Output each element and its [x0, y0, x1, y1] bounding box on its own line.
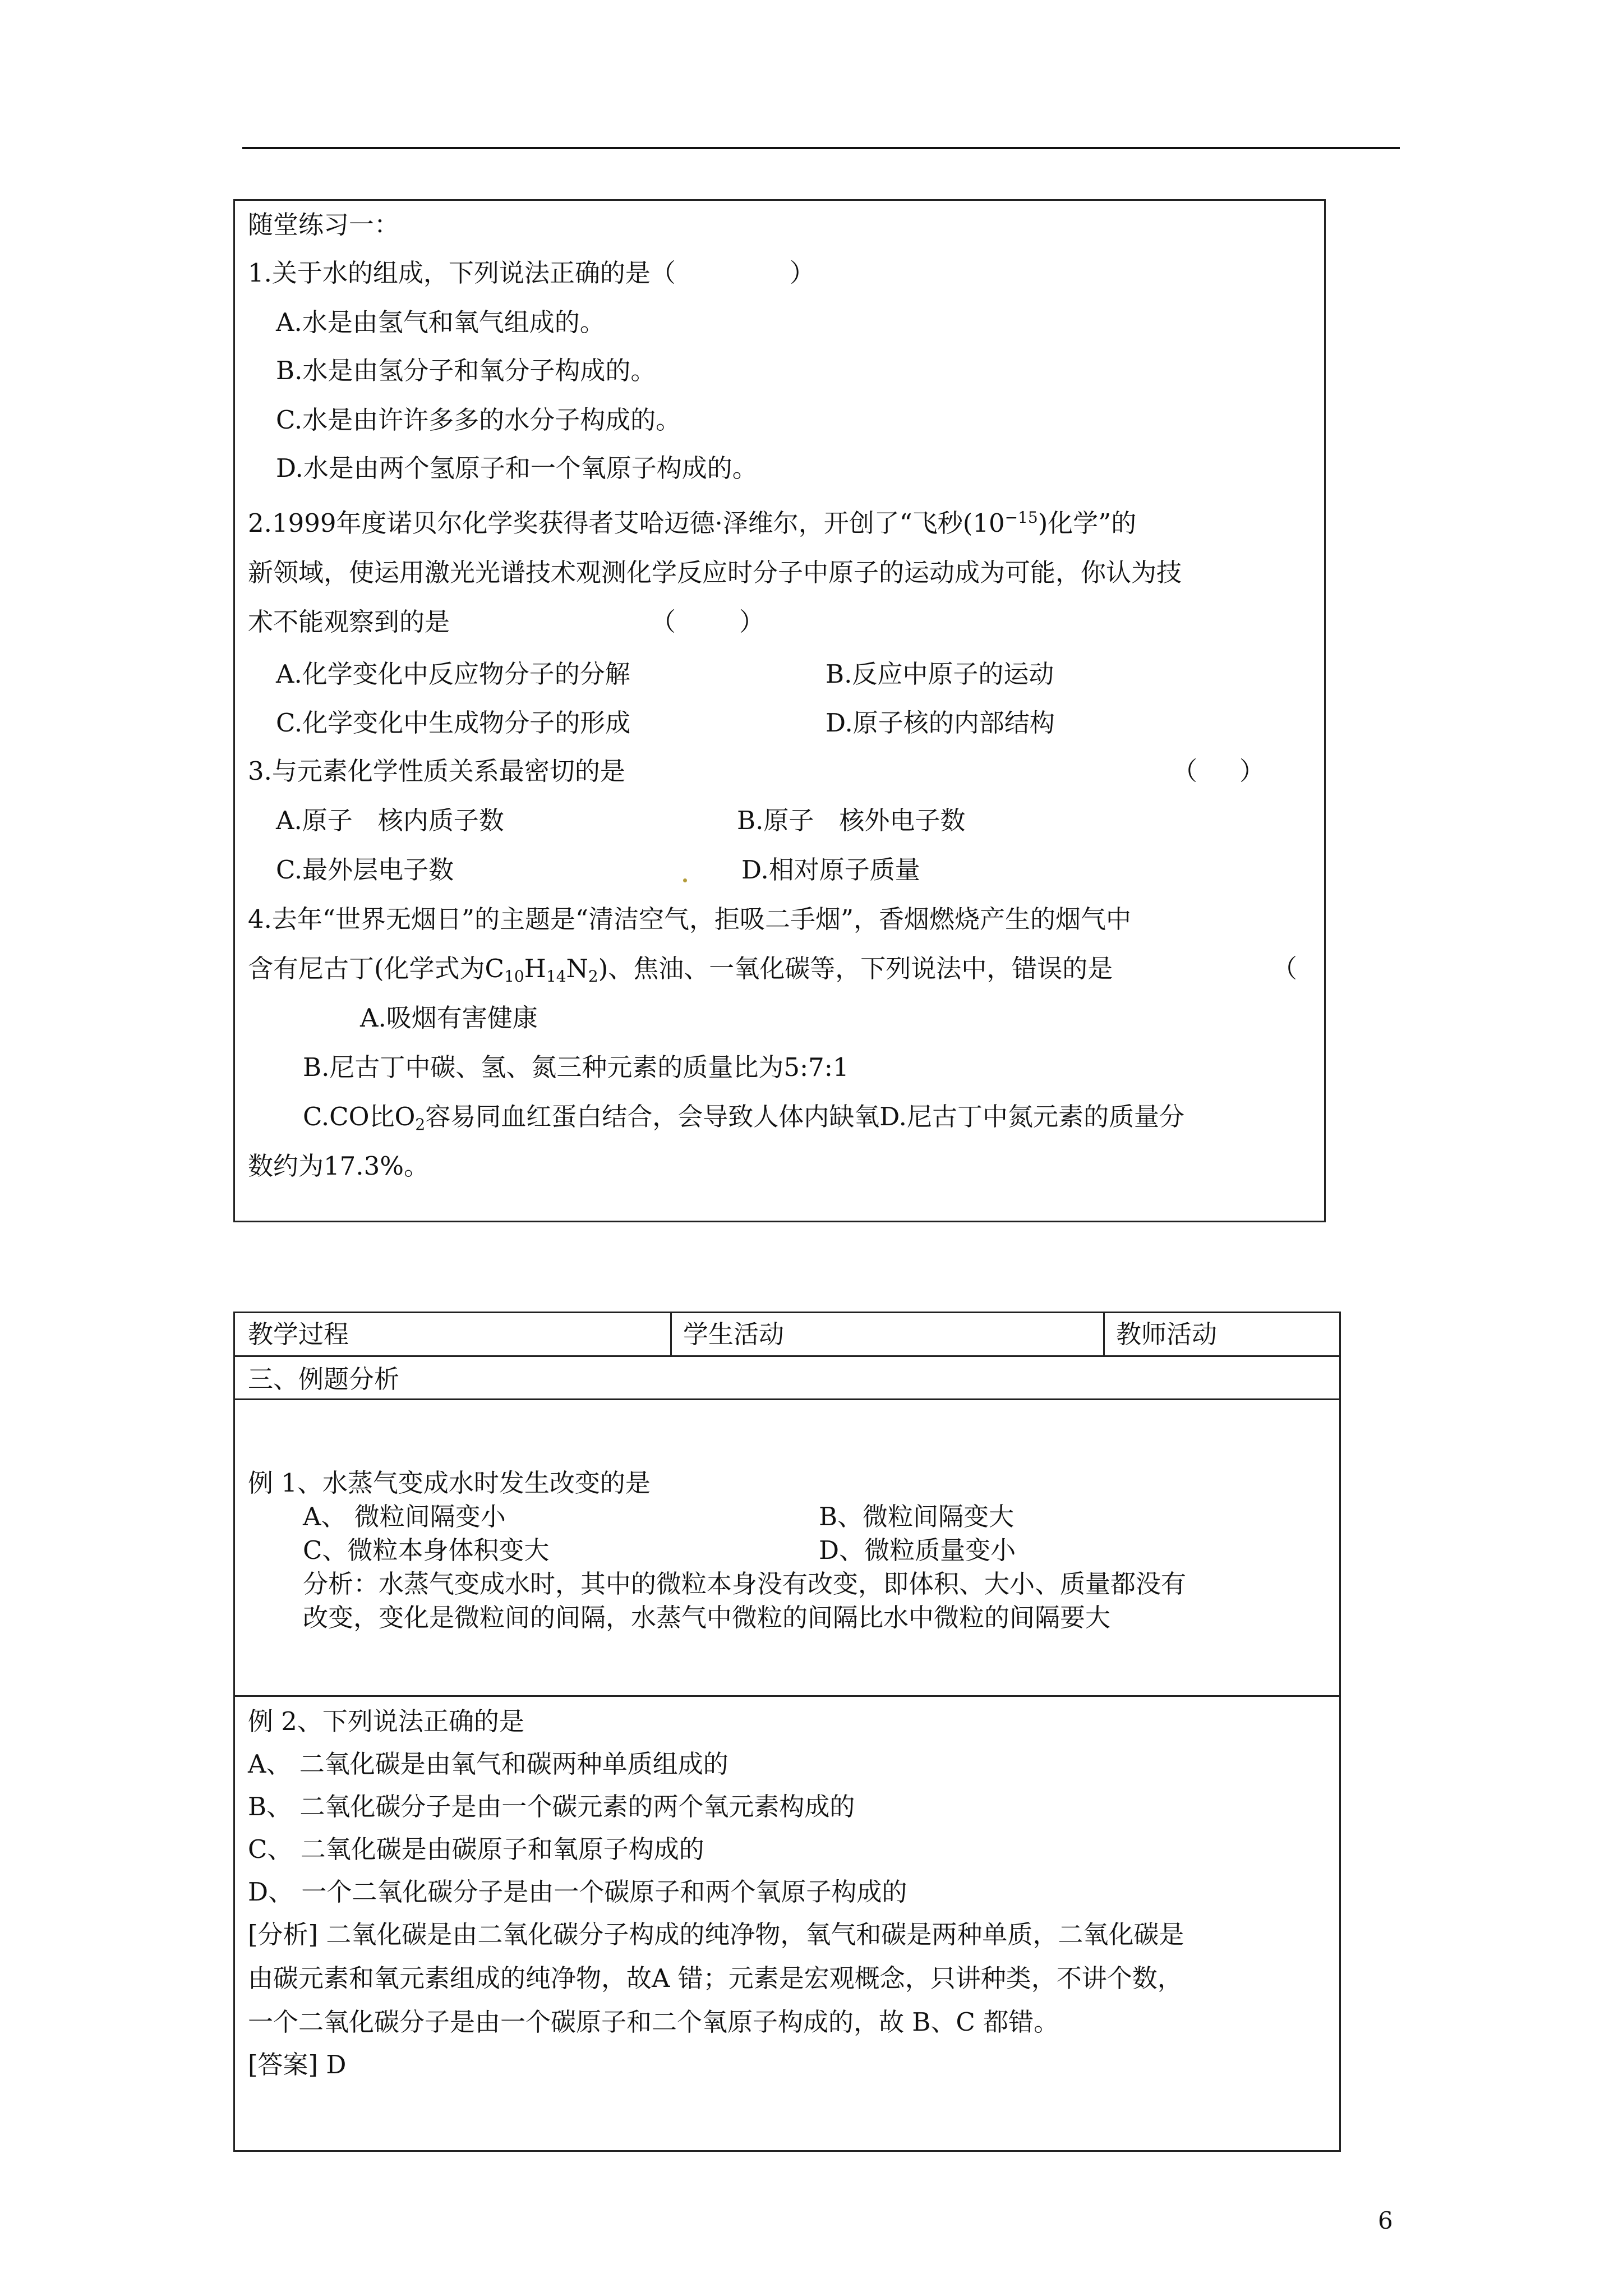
header-teacher-activity: 教师活动 — [1116, 1319, 1218, 1349]
q1-option-a: A.水是由氢气和氧气组成的。 — [276, 307, 605, 337]
q4-option-c-d: C.CO比$O_2$容易同血红蛋白结合，会导致人体内缺氧D.尼古丁中氮元素的质量分 — [303, 1102, 1184, 1134]
q3-option-b: B.原子 核外电子数 — [737, 806, 966, 835]
header-rule — [242, 147, 1400, 149]
example1-option-d: D、微粒质量变小 — [819, 1535, 1016, 1565]
q1-option-d: D.水是由两个氢原子和一个氧原子构成的。 — [276, 453, 758, 483]
q3-option-d: D.相对原子质量 — [741, 855, 920, 885]
q4-line-2: 含有尼古丁(化学式为$C_{10}H_{14}N_2$)、焦油、一氧化碳等，下列说法中，错误的是 — [248, 954, 1113, 986]
example1-option-c: C、微粒本身体积变大 — [303, 1535, 550, 1565]
example2-analysis-2: 由碳元素和氧元素组成的纯净物，故A 错；元素是宏观概念，只讲种类，不讲个数， — [248, 1963, 1183, 1993]
example1-analysis-2: 改变，变化是微粒间的间隔，水蒸气中微粒的间隔比水中微粒的间隔要大 — [303, 1603, 1111, 1632]
table-rule-section — [235, 1398, 1339, 1400]
q4-option-a: A.吸烟有害健康 — [360, 1003, 538, 1033]
q3-paren-open: （ — [1172, 756, 1198, 786]
example1-option-b: B、微粒间隔变大 — [819, 1502, 1015, 1531]
example2-option-c: C、 二氧化碳是由碳原子和氧原子构成的 — [248, 1834, 704, 1864]
q1-stem: 1.关于水的组成，下列说法正确的是（ — [248, 258, 676, 288]
example2-option-b: B、 二氧化碳分子是由一个碳元素的两个氧元素构成的 — [248, 1792, 855, 1821]
exercise-title: 随堂练习一： — [248, 210, 400, 240]
table-col-divider-2 — [1103, 1313, 1105, 1355]
q2-line-3: 术不能观察到的是 — [248, 607, 450, 637]
q3-paren-close: ） — [1239, 756, 1265, 786]
q3-stem: 3.与元素化学性质关系最密切的是 — [248, 756, 625, 786]
q2-option-b: B.反应中原子的运动 — [826, 659, 1054, 689]
page-number: 6 — [1378, 2207, 1393, 2234]
q4-line-1: 4.去年“世界无烟日”的主题是“清洁空气，拒吸二手烟”，香烟燃烧产生的烟气中 — [248, 904, 1131, 934]
q1-paren-close: ） — [790, 258, 815, 288]
q2-line-1: 2.1999年度诺贝尔化学奖获得者艾哈迈德·泽维尔，开创了“飞秒$(10^{-15})$化学”的 — [248, 508, 1137, 538]
q4-paren-open: （ — [1272, 954, 1298, 983]
q2-option-d: D.原子核的内部结构 — [826, 708, 1055, 738]
section-title: 三、例题分析 — [248, 1364, 400, 1394]
q2-line-2: 新领域，使运用激光光谱技术观测化学反应时分子中原子的运动成为可能，你认为技 — [248, 558, 1182, 587]
q4-option-b: B.尼古丁中碳、氢、氮三种元素的质量比为5:7:1 — [303, 1052, 849, 1082]
table-col-divider-1 — [670, 1313, 672, 1355]
q4-last-line: 数约为17.3%。 — [248, 1151, 429, 1181]
q1-option-c: C.水是由许许多多的水分子构成的。 — [276, 405, 681, 435]
example1-analysis-1: 分析：水蒸气变成水时，其中的微粒本身没有改变，即体积、大小、质量都没有 — [303, 1569, 1187, 1599]
table-rule-header — [235, 1355, 1339, 1357]
example2-answer: [答案] D — [248, 2050, 347, 2079]
example1-option-a: A、 微粒间隔变小 — [303, 1502, 506, 1531]
example2-analysis-1: [分析] 二氧化碳是由二氧化碳分子构成的纯净物，氧气和碳是两种单质，二氧化碳是 — [248, 1920, 1184, 1949]
q2-option-a: A.化学变化中反应物分子的分解 — [276, 659, 630, 689]
header-student-activity: 学生活动 — [683, 1319, 785, 1349]
q2-paren-open: （ — [651, 607, 676, 637]
q3-option-a: A.原子 核内质子数 — [276, 806, 504, 835]
q2-option-c: C.化学变化中生成物分子的形成 — [276, 708, 631, 738]
example2-option-d: D、 一个二氧化碳分子是由一个碳原子和两个氧原子构成的 — [248, 1877, 907, 1907]
stray-dot — [683, 878, 687, 882]
example1-stem: 例 1、水蒸气变成水时发生改变的是 — [248, 1468, 651, 1498]
example2-analysis-3: 一个二氧化碳分子是由一个碳原子和二个氧原子构成的，故 B、C 都错。 — [248, 2007, 1059, 2037]
header-teaching-process: 教学过程 — [248, 1319, 349, 1349]
q3-option-c: C.最外层电子数 — [276, 855, 454, 885]
table-rule-example — [235, 1695, 1339, 1697]
example2-option-a: A、 二氧化碳是由氧气和碳两种单质组成的 — [248, 1749, 728, 1779]
q2-paren-close: ） — [739, 607, 765, 637]
example2-stem: 例 2、下列说法正确的是 — [248, 1706, 524, 1736]
q1-option-b: B.水是由氢分子和氧分子构成的。 — [276, 356, 656, 385]
